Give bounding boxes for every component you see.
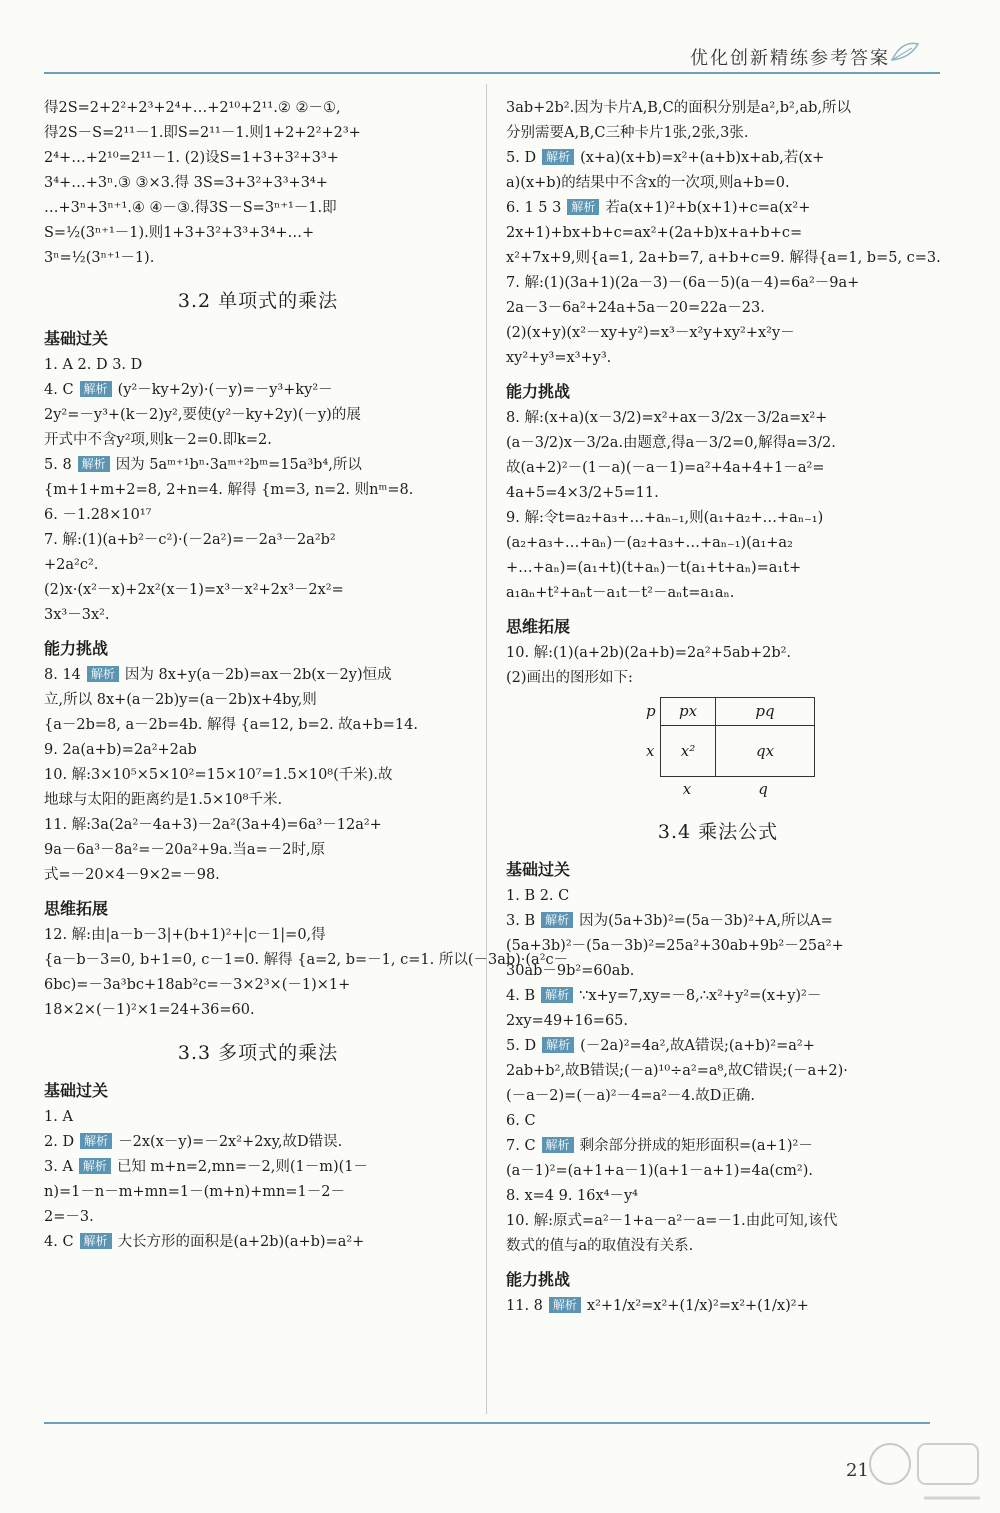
answer-line: 得2S=2+2²+2³+2⁴+…+2¹⁰+2¹¹.② ②－①,	[44, 100, 341, 116]
answer-line	[506, 1034, 930, 1059]
answer-line: 8. x=4 9. 16x⁴－y⁴	[506, 1188, 638, 1204]
answer-line: 3ⁿ=½(3ⁿ⁺¹－1).	[44, 250, 155, 266]
figure-side-label: p	[646, 702, 656, 720]
answer-number: 11. 8	[506, 1298, 543, 1314]
answer-line: 分别需要A,B,C三种卡片1张,2张,3张.	[506, 125, 749, 141]
subsection-heading: 基础过关	[44, 1081, 109, 1100]
subsection-heading: 基础过关	[44, 329, 109, 348]
answer-line	[44, 378, 472, 403]
answer-line: a₁aₙ+t²+aₙt－a₁t－t²－aₙt=a₁aₙ.	[506, 585, 735, 601]
answer-line: 立,所以 8x+(a－2b)y=(a－2b)x+4by,则	[44, 692, 317, 708]
figure-cell: qx	[716, 726, 815, 777]
answer-line: 1. B 2. C	[506, 888, 570, 904]
answer-text: 剩余部分拼成的矩形面积=(a+1)²－	[579, 1138, 813, 1154]
figure-cell: x²	[661, 726, 716, 777]
analysis-tag: 解析	[80, 381, 112, 397]
answer-line: n)=1－n－m+mn=1－(m+n)+mn=1－2－	[44, 1184, 345, 1200]
answer-line: 30ab－9b²=60ab.	[506, 963, 635, 979]
answer-number: 5. D	[506, 150, 537, 166]
answer-line: 18×2×(－1)²×1=24+36=60.	[44, 1002, 255, 1018]
section-title: 3.4 乘法公式	[657, 821, 779, 843]
subsection-heading: 能力挑战	[44, 639, 109, 658]
answer-line: (2)x·(x²－x)+2x²(x－1)=x³－x²+2x³－2x²=	[44, 582, 344, 598]
figure-bottom-label: q	[758, 780, 768, 798]
header-title: 优化创新精练参考答案	[690, 48, 890, 69]
analysis-tag: 解析	[78, 456, 110, 472]
answer-line: 12. 解:由|a－b－3|+(b+1)²+|c－1|=0,得	[44, 927, 326, 943]
analysis-tag: 解析	[567, 199, 599, 215]
answer-line: 2x+1)+bx+b+c=ax²+(2a+b)x+a+b+c=	[506, 225, 803, 241]
answer-line: x²+7x+9,则{a=1, 2a+b=7, a+b+c=9. 解得{a=1, b=5, c=3.	[506, 250, 941, 266]
answer-line: 9. 解:令t=a₂+a₃+…+aₙ₋₁,则(a₁+a₂+…+aₙ₋₁)	[506, 510, 824, 526]
answer-line: 6. －1.28×10¹⁷	[44, 507, 152, 523]
answer-line: +…+aₙ)=(a₁+t)(t+aₙ)－t(a₁+t+aₙ)=a₁t+	[506, 560, 802, 576]
area-figure	[646, 697, 930, 802]
watermark-logo-icon	[860, 1428, 990, 1512]
answer-number: 6. 1 5 3	[506, 200, 562, 216]
answer-line	[44, 663, 472, 688]
answer-line	[506, 1294, 930, 1319]
answer-line: 7. 解:(1)(a+b²－c²)·(－2a²)=－2a³－2a²b²	[44, 532, 336, 548]
answer-line: {a－2b=8, a－2b=4b. 解得 {a=12, b=2. 故a+b=14.	[44, 717, 418, 733]
subsection-heading: 思维拓展	[44, 899, 109, 918]
subsection-heading: 基础过关	[506, 860, 571, 879]
figure-bottom-label: x	[682, 780, 692, 798]
figure-side-label: x	[646, 742, 655, 760]
answer-line: 4a+5=4×3/2+5=11.	[506, 485, 659, 501]
answer-line: 3⁴+…+3ⁿ.③ ③×3.得 3S=3+3²+3³+3⁴+	[44, 175, 328, 191]
answer-line: 10. 解:(1)(a+2b)(2a+b)=2a²+5ab+2b².	[506, 645, 792, 661]
answer-line	[44, 1155, 472, 1180]
answer-line: {a－b－3=0, b+1=0, c－1=0. 解得 {a=2, b=－1, c=1. 所以(－3ab)·(a²c－	[44, 952, 569, 968]
answer-number: 5. D	[506, 1038, 537, 1054]
page-number: 21	[846, 1460, 869, 1481]
answer-number: 4. C	[44, 382, 74, 398]
answer-number: 2. D	[44, 1134, 75, 1150]
answer-number: 3. B	[506, 913, 536, 929]
answer-number: 7. C	[506, 1138, 536, 1154]
answer-text: (－2a)²=4a²,故A错误;(a+b)²=a²+	[580, 1038, 815, 1054]
answer-line: a)(x+b)的结果中不含x的一次项,则a+b=0.	[506, 175, 790, 191]
answer-line: 1. A 2. D 3. D	[44, 357, 143, 373]
answer-line: 6. C	[506, 1113, 536, 1129]
answer-line: (a₂+a₃+…+aₙ)－(a₂+a₃+…+aₙ₋₁)(a₁+a₂	[506, 535, 793, 551]
answer-number: 5. 8	[44, 457, 72, 473]
answer-text: 已知 m+n=2,mn=－2,则(1－m)(1－	[116, 1159, 369, 1175]
answer-number: 8. 14	[44, 667, 81, 683]
answer-line: 故(a+2)²－(1－a)(－a－1)=a²+4a+4+1－a²=	[506, 460, 825, 476]
answer-number: 4. C	[44, 1234, 74, 1250]
answer-number: 3. A	[44, 1159, 73, 1175]
answer-line	[44, 1230, 472, 1255]
answer-line	[506, 909, 930, 934]
answer-line: 3x³－3x².	[44, 607, 110, 623]
answer-line: 9. 2a(a+b)=2a²+2ab	[44, 742, 197, 758]
answer-line: {m+1+m+2=8, 2+n=4. 解得 {m=3, n=2. 则nᵐ=8.	[44, 482, 414, 498]
analysis-tag: 解析	[542, 1037, 574, 1053]
answer-text: 若a(x+1)²+b(x+1)+c=a(x²+	[605, 200, 811, 216]
answer-line: 10. 解:3×10⁵×5×10²=15×10⁷=1.5×10⁸(千米).故	[44, 767, 393, 783]
answer-line: 2=－3.	[44, 1209, 94, 1225]
leaf-decoration-icon	[888, 38, 922, 72]
section-title: 3.2 单项式的乘法	[177, 290, 339, 312]
answer-line: (a－3/2)x－3/2a.由题意,得a－3/2=0,解得a=3/2.	[506, 435, 836, 451]
answer-line	[506, 984, 930, 1009]
answer-text: (y²－ky+2y)·(－y)=－y³+ky²－	[117, 382, 333, 398]
subsection-heading: 能力挑战	[506, 382, 571, 401]
answer-line: 10. 解:原式=a²－1+a－a²－a=－1.由此可知,该代	[506, 1213, 838, 1229]
analysis-tag: 解析	[541, 987, 573, 1003]
answer-text: 因为 5aᵐ⁺¹bⁿ·3aᵐ⁺²bᵐ=15a³b⁴,所以	[115, 457, 362, 473]
column-divider	[486, 84, 487, 1414]
analysis-tag: 解析	[541, 912, 573, 928]
analysis-tag: 解析	[80, 1133, 112, 1149]
answer-line: (2)(x+y)(x²－xy+y²)=x³－x²y+xy²+x²y－	[506, 325, 795, 341]
answer-line	[506, 1134, 930, 1159]
answer-text: ∵x+y=7,xy=－8,∴x²+y²=(x+y)²－	[579, 988, 822, 1004]
answer-text: (x+a)(x+b)=x²+(a+b)x+ab,若(x+	[580, 150, 825, 166]
answer-text: 因为(5a+3b)²=(5a－3b)²+A,所以A=	[579, 913, 833, 929]
answer-line: …+3ⁿ+3ⁿ⁺¹.④ ④－③.得3S－S=3ⁿ⁺¹－1.即	[44, 200, 337, 216]
answer-line: 式=－20×4－9×2=－98.	[44, 867, 220, 883]
analysis-tag: 解析	[542, 149, 574, 165]
answer-line: 2xy=49+16=65.	[506, 1013, 629, 1029]
answer-line	[44, 1130, 472, 1155]
answer-line: (－a－2)=(－a)²－4=a²－4.故D正确.	[506, 1088, 756, 1104]
answer-line: 11. 解:3a(2a²－4a+3)－2a²(3a+4)=6a³－12a²+	[44, 817, 382, 833]
answer-text: －2x(x－y)=－2x²+2xy,故D错误.	[118, 1134, 343, 1150]
answer-line: S=½(3ⁿ⁺¹－1).则1+3+3²+3³+3⁴+…+	[44, 225, 315, 241]
analysis-tag: 解析	[79, 1158, 111, 1174]
answer-line: (5a+3b)²－(5a－3b)²=25a²+30ab+9b²－25a²+	[506, 938, 844, 954]
analysis-tag: 解析	[80, 1233, 112, 1249]
analysis-tag: 解析	[542, 1137, 574, 1153]
header-rule	[44, 72, 940, 74]
answer-line: 2y²=－y³+(k－2)y²,要使(y²－ky+2y)(－y)的展	[44, 407, 361, 423]
answer-line	[506, 196, 930, 221]
figure-grid	[660, 697, 815, 777]
answer-text: x²+1/x²=x²+(1/x)²=x²+(1/x)²+	[586, 1298, 809, 1314]
answer-line	[44, 453, 472, 478]
answer-line: xy²+y³=x³+y³.	[506, 350, 612, 366]
answer-line: 数式的值与a的取值没有关系.	[506, 1238, 694, 1254]
answer-line: 2a－3－6a²+24a+5a－20=22a－23.	[506, 300, 765, 316]
answer-line: 地球与太阳的距离约是1.5×10⁸千米.	[44, 792, 283, 808]
subsection-heading: 思维拓展	[506, 617, 571, 636]
answer-text: 大长方形的面积是(a+2b)(a+b)=a²+	[117, 1234, 365, 1250]
answer-line: 2ab+b²,故B错误;(－a)¹⁰÷a²=a⁸,故C错误;(－a+2)·	[506, 1063, 848, 1079]
answer-line: 开式中不含y²项,则k－2=0.即k=2.	[44, 432, 272, 448]
answer-text: 因为 8x+y(a－2b)=ax－2b(x－2y)恒成	[124, 667, 392, 683]
answer-line: 9a－6a³－8a²=－20a²+9a.当a=－2时,原	[44, 842, 326, 858]
analysis-tag: 解析	[87, 666, 119, 682]
answer-line: 2⁴+…+2¹⁰=2¹¹－1. (2)设S=1+3+3²+3³+	[44, 150, 339, 166]
answer-line: 3ab+2b².因为卡片A,B,C的面积分别是a²,b²,ab,所以	[506, 100, 851, 116]
right-column	[506, 96, 941, 1319]
answer-line	[506, 146, 930, 171]
footer-rule	[44, 1422, 930, 1424]
answer-line: (2)画出的图形如下:	[506, 670, 633, 686]
answer-line: 6bc)=－3a³bc+18ab²c=－3×2³×(－1)×1+	[44, 977, 351, 993]
figure-cell: pq	[716, 698, 815, 726]
analysis-tag: 解析	[549, 1297, 581, 1313]
answer-line: 1. A	[44, 1109, 73, 1125]
answer-line: 8. 解:(x+a)(x－3/2)=x²+ax－3/2x－3/2a=x²+	[506, 410, 828, 426]
answer-line: 得2S－S=2¹¹－1.即S=2¹¹－1.则1+2+2²+2³+	[44, 125, 361, 141]
figure-cell: px	[661, 698, 716, 726]
answer-line: (a－1)²=(a+1+a－1)(a+1－a+1)=4a(cm²).	[506, 1163, 813, 1179]
answer-line: 7. 解:(1)(3a+1)(2a－3)－(6a－5)(a－4)=6a²－9a+	[506, 275, 860, 291]
answer-number: 4. B	[506, 988, 536, 1004]
section-title: 3.3 多项式的乘法	[177, 1042, 339, 1064]
subsection-heading: 能力挑战	[506, 1270, 571, 1289]
answer-line: +2a²c².	[44, 557, 99, 573]
